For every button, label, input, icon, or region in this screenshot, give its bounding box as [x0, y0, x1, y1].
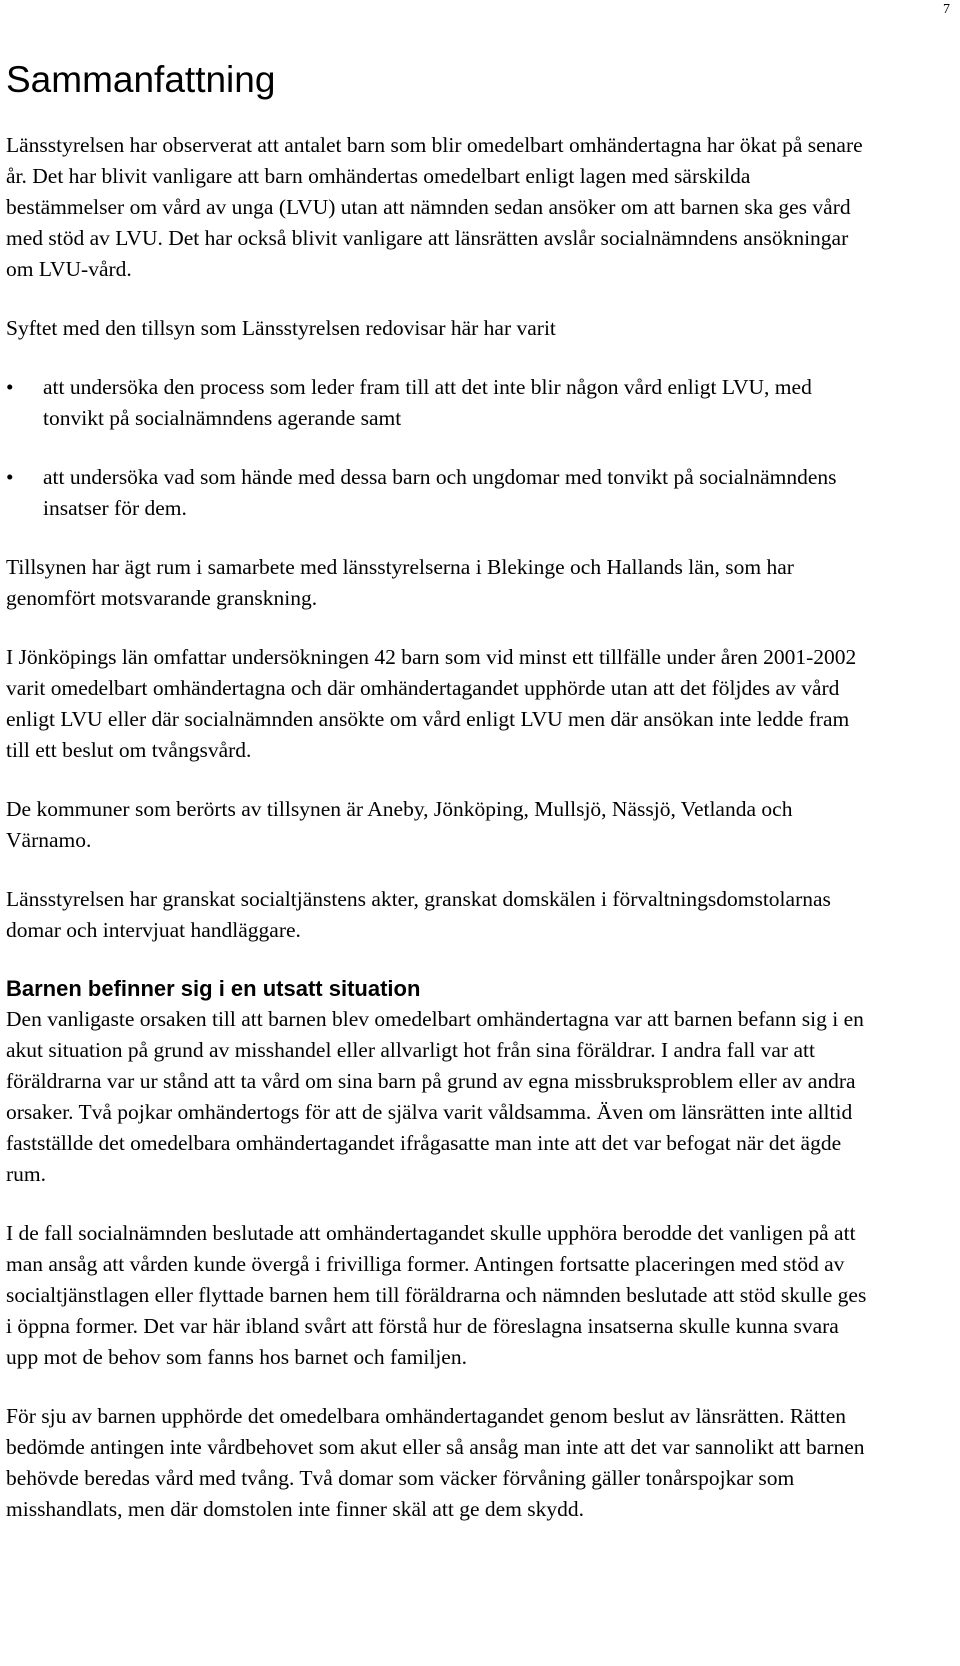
bullet-icon: • — [6, 465, 14, 489]
paragraph-method: Länsstyrelsen har granskat socialtjänstens akter, granskat domskälen i förvaltningsdomstolarnas domar och intervjuat handläggare. — [6, 887, 831, 942]
document-body — [6, 58, 874, 1553]
page-number: 7 — [943, 2, 950, 17]
paragraph-intro-2: Syftet med den tillsyn som Länsstyrelsen redovisar här har varit — [6, 316, 556, 340]
section-heading: Barnen befinner sig i en utsatt situation — [6, 976, 421, 1001]
bullet-icon: • — [6, 375, 14, 399]
paragraph-section-2: I de fall socialnämnden beslutade att omhändertagandet skulle upphöra berodde det vanligen på att man ansåg att vården kunde övergå i frivilliga former. Antingen fortsatte placeringen med stöd av socialtjänstlagen eller flyttade barnen hem till föräldrarna och nämnden beslutade att stöd skulle ges i öppna former. Det var här ibland svårt att förstå hur de föreslagna insatserna skulle kunna svara upp mot de behov som fanns hos barnet och familjen. — [6, 1221, 867, 1369]
paragraph-scope: I Jönköpings län omfattar undersökningen 42 barn som vid minst ett tillfälle under åren 2001-2002 varit omedelbart omhändertagna och där omhändertagandet upphörde utan att det följdes av vård enligt LVU eller där socialnämnden ansökte om vård enligt LVU men där ansökan inte ledde fram till ett beslut om tvångsvård. — [6, 645, 857, 762]
bullet-list — [6, 372, 874, 524]
list-item — [6, 462, 874, 524]
paragraph-section-3: För sju av barnen upphörde det omedelbara omhändertagandet genom beslut av länsrätten. Rätten bedömde antingen inte vårdbehovet som akut eller så ansåg man inte att det var sannolikt att barnen behövde beredas vård med tvång. Två domar som väcker förvåning gäller tonårspojkar som misshandlats, men där domstolen inte finner skäl att ge dem skydd. — [6, 1404, 865, 1521]
list-item-text: att undersöka vad som hände med dessa barn och ungdomar med tonvikt på socialnämndens insatser för dem. — [43, 465, 837, 520]
list-item-text: att undersöka den process som leder fram till att det inte blir någon vård enligt LVU, med tonvikt på socialnämndens agerande samt — [43, 375, 812, 430]
paragraph-municipalities: De kommuner som berörts av tillsynen är Aneby, Jönköping, Mullsjö, Nässjö, Vetlanda och Värnamo. — [6, 797, 793, 852]
paragraph-collaboration: Tillsynen har ägt rum i samarbete med länsstyrelserna i Blekinge och Hallands län, som har genomfört motsvarande granskning. — [6, 555, 794, 610]
paragraph-section-1: Den vanligaste orsaken till att barnen blev omedelbart omhändertagna var att barnen befann sig i en akut situation på grund av misshandel eller allvarligt hot från sina föräldrar. I andra fall var att föräldrarna var ur stånd att ta vård om sina barn på grund av egna missbruksproblem eller av andra orsaker. Två pojkar omhändertogs för att de själva varit våldsamma. Även om länsrätten inte alltid fastställde det omedelbara omhändertagandet ifrågasatte man inte att det var befogat när det ägde rum. — [6, 1007, 864, 1186]
page-title: Sammanfattning — [6, 59, 276, 100]
paragraph-intro-1: Länsstyrelsen har observerat att antalet barn som blir omedelbart omhändertagna har ökat på senare år. Det har blivit vanligare att barn omhändertas omedelbart enligt lagen med särskilda bestämmelser om vård av unga (LVU) utan att nämnden sedan ansöker om att barnen ska ges vård med stöd av LVU. Det har också blivit vanligare att länsrätten avslår socialnämndens ansökningar om LVU-vård. — [6, 133, 863, 281]
list-item — [6, 372, 874, 434]
